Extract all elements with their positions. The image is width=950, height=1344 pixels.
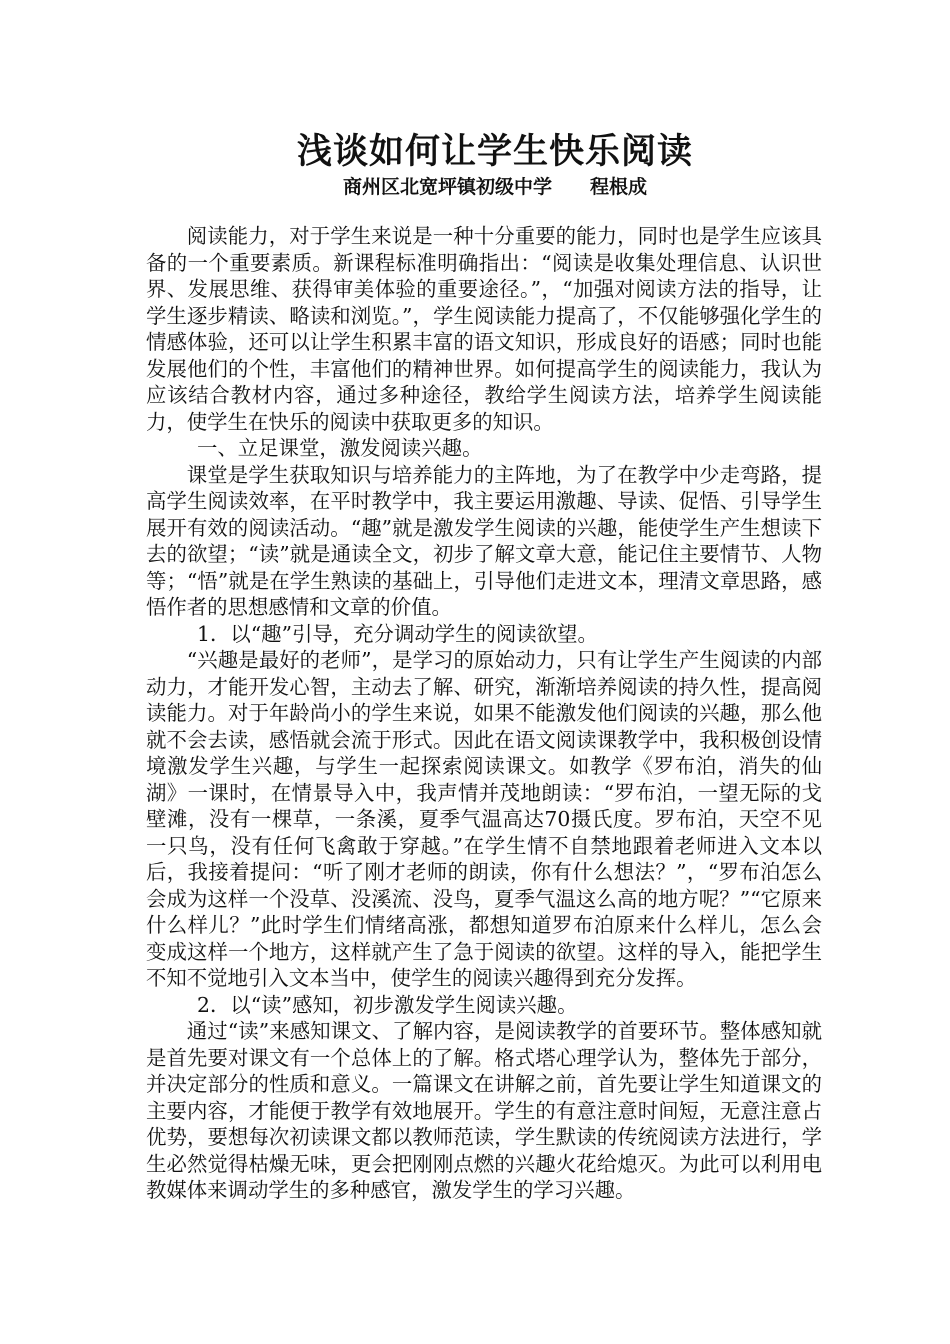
body-paragraph: “兴趣是最好的老师”，是学习的原始动力，只有让学生产生阅读的内部动力，才能开发心智，主动去了解、研究，渐渐培养阅读的持久性，提高阅读能力。对于年龄尚小的学生来说，如果不能激发他们阅读的兴趣，那么他就不会去读，感悟就会流于形式。因此在语文阅读课教学中，我积极创设情境激发学生兴趣，与学生一起探索阅读课文。如教学《罗布泊，消失的仙湖》一课时，在情景导入中，我声情并茂地朗读：“罗布泊，一望无际的戈壁滩，没有一棵草，一条溪，夏季气温高达70摄氏度。罗布泊，天空不见一只鸟，没有任何飞禽敢于穿越。”在学生情不自禁地跟着老师进入文本以后，我接着提问：“听了刚才老师的朗读，你有什么想法？”，“罗布泊怎么会成为这样一个没草、没溪流、没鸟，夏季气温这么高的地方呢？”“它原来什么样儿？”此时学生们情绪高涨，都想知道罗布泊原来什么样儿，怎么会变成这样一个地方，这样就产生了急于阅读的欲望。这样的导入，能把学生不知不觉地引入文本当中，使学生的阅读兴趣得到充分发挥。 (146, 648, 822, 990)
document-body (146, 223, 822, 1204)
document-title: 浅谈如何让学生快乐阅读 (296, 131, 693, 172)
author-name: 程根成 (590, 176, 648, 198)
body-paragraph: 阅读能力，对于学生来说是一种十分重要的能力，同时也是学生应该具备的一个重要素质。新课程标准明确指出：“阅读是收集处理信息、认识世界、发展思维、获得审美体验的重要途径。”，“加强对阅读方法的指导，让学生逐步精读、略读和浏览。”，学生阅读能力提高了，不仅能够强化学生的情感体验，还可以让学生积累丰富的语文知识，形成良好的语感；同时也能发展他们的个性，丰富他们的精神世界。如何提高学生的阅读能力，我认为应该结合教材内容，通过多种途径，教给学生阅读方法，培养学生阅读能力，使学生在快乐的阅读中获取更多的知识。 (146, 224, 822, 434)
body-paragraph: 通过“读”来感知课文、了解内容，是阅读教学的首要环节。整体感知就是首先要对课文有一个总体上的了解。格式塔心理学认为，整体先于部分，并决定部分的性质和意义。一篇课文在讲解之前，首先要让学生知道课文的主要内容，才能便于教学有效地展开。学生的有意注意时间短，无意注意占优势，要想每次初读课文都以教师范读，学生默读的传统阅读方法进行，学生必然觉得枯燥无味，更会把刚刚点燃的兴趣火花给熄灭。为此可以利用电教媒体来调动学生的多种感官，激发学生的学习兴趣。 (146, 1019, 822, 1202)
school-name: 商州区北宽坪镇初级中学 (342, 176, 552, 198)
body-paragraph: 课堂是学生获取知识与培养能力的主阵地，为了在教学中少走弯路，提高学生阅读效率，在平时教学中，我主要运用激趣、导读、促悟、引导学生展开有效的阅读活动。“趣”就是激发学生阅读的兴趣，能使学生产生想读下去的欲望；“读”就是通读全文，初步了解文章大意，能记住主要情节、人物等；“悟”就是在学生熟读的基础上，引导他们走进文本，理清文章思路，感悟作者的思想感情和文章的价值。 (146, 462, 822, 619)
section-heading: 一、立足课堂，激发阅读兴趣。 (197, 436, 483, 460)
section-heading: 2．以“读”感知，初步激发学生阅读兴趣。 (197, 992, 578, 1017)
section-heading: 1．以“趣”引导，充分调动学生的阅读欲望。 (197, 621, 598, 646)
byline (0, 173, 950, 201)
